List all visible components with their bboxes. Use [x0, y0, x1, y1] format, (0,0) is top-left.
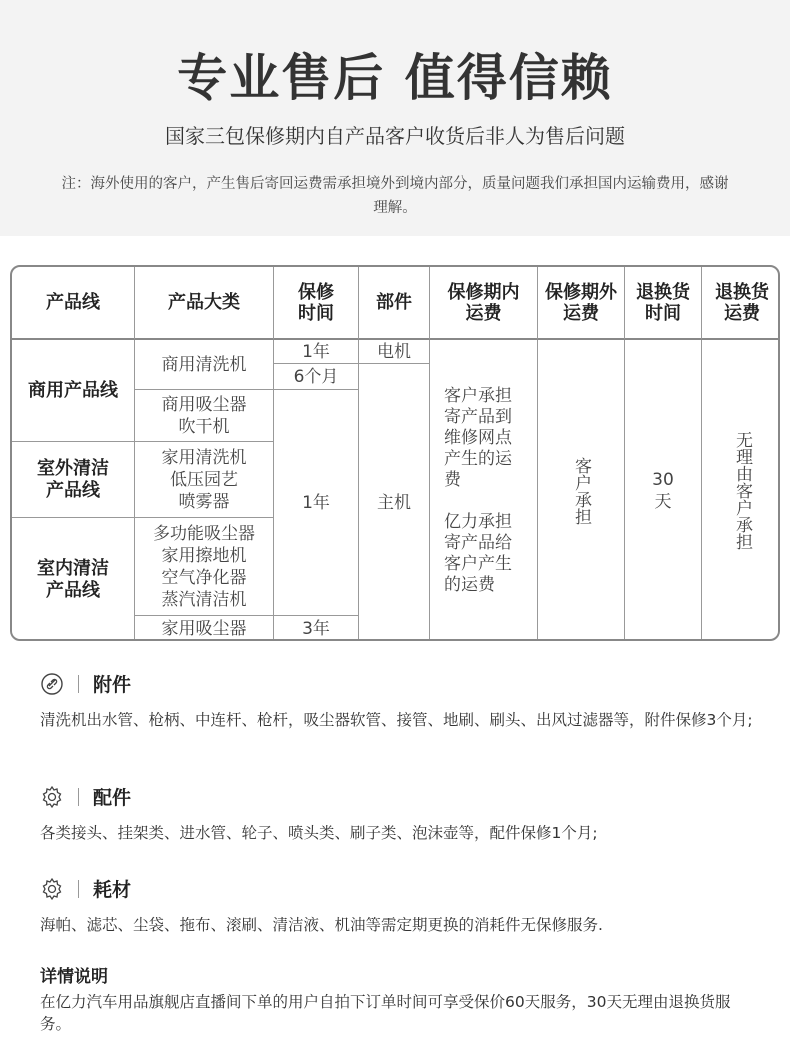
divider	[78, 880, 79, 898]
product-line-outdoor: 室外清洁产品线	[12, 442, 135, 518]
link-icon	[40, 672, 64, 696]
section-consumables	[40, 875, 760, 936]
category-cell: 多功能吸尘器 家用擦地机 空气净化器 蒸汽清洁机	[135, 518, 274, 616]
header-category: 产品大类	[135, 267, 274, 340]
overseas-note: 注：海外使用的客户，产生售后寄回运费需承担境外到境内部分，质量问题我们承担国内运输费用，感谢理解。	[61, 176, 729, 216]
header-return-fee: 退换货运费	[702, 267, 780, 340]
divider	[78, 675, 79, 693]
section-title: 耗材	[93, 879, 132, 901]
category-cell: 商用清洗机	[135, 340, 274, 390]
product-line-indoor: 室内清洁产品线	[12, 518, 135, 641]
header-product-line: 产品线	[12, 267, 135, 340]
section-title: 附件	[93, 674, 132, 696]
subtitle: 国家三包保修期内自产品客户收货后非人为售后问题	[165, 124, 625, 148]
header-warranty: 保修时间	[274, 267, 359, 340]
section-text: 海帕、滤芯、尘袋、拖布、滚刷、清洁液、机油等需定期更换的消耗件无保修服务.	[40, 916, 603, 934]
hero-banner	[0, 0, 790, 236]
return-fee-text: 无理由客户承担	[732, 431, 752, 550]
warranty-cell: 1年	[274, 340, 359, 364]
product-line-commercial: 商用产品线	[12, 340, 135, 442]
return-fee-cell	[702, 340, 780, 641]
category-cell: 家用清洗机 低压园艺 喷雾器	[135, 442, 274, 518]
gear-icon	[40, 877, 64, 901]
warranty-cell: 1年	[274, 390, 359, 616]
return-time-cell: 30天	[625, 340, 702, 641]
section-title: 配件	[93, 787, 132, 809]
header-out-warranty-fee: 保修期外运费	[538, 267, 625, 340]
section-parts	[40, 783, 760, 844]
out-warranty-fee-cell	[538, 340, 625, 641]
warranty-cell: 6个月	[274, 364, 359, 390]
section-text: 各类接头、挂架类、进水管、轮子、喷头类、刷子类、泡沫壶等，配件保修1个月;	[40, 824, 598, 842]
header-in-warranty-fee: 保修期内运费	[430, 267, 538, 340]
details-text: 在亿力汽车用品旗舰店直播间下单的用户自拍下订单时间可享受保价60天服务，30天无理由退换货服务。	[40, 993, 731, 1033]
section-details	[40, 962, 760, 1035]
details-title: 详情说明	[40, 967, 108, 987]
gear-icon	[40, 785, 64, 809]
in-warranty-fee-cell: 客户承担寄产品到维修网点产生的运费 亿力承担寄产品给客户产生的运费	[430, 340, 538, 641]
section-text: 清洗机出水管、枪柄、中连杆、枪杆，吸尘器软管、接管、地刷、刷头、出风过滤器等，附件保修3个月;	[40, 711, 753, 729]
header-return-time: 退换货时间	[625, 267, 702, 340]
parts-cell: 主机	[359, 364, 430, 641]
divider	[78, 788, 79, 806]
header-parts: 部件	[359, 267, 430, 340]
warranty-cell: 3年	[274, 616, 359, 641]
category-cell: 商用吸尘器 吹干机	[135, 390, 274, 442]
warranty-table	[10, 265, 780, 641]
page-title: 专业售后 值得信赖	[177, 49, 613, 107]
category-cell: 家用吸尘器	[135, 616, 274, 641]
out-warranty-fee-text: 客户承担	[571, 456, 591, 525]
parts-cell: 电机	[359, 340, 430, 364]
section-accessories	[40, 670, 760, 731]
